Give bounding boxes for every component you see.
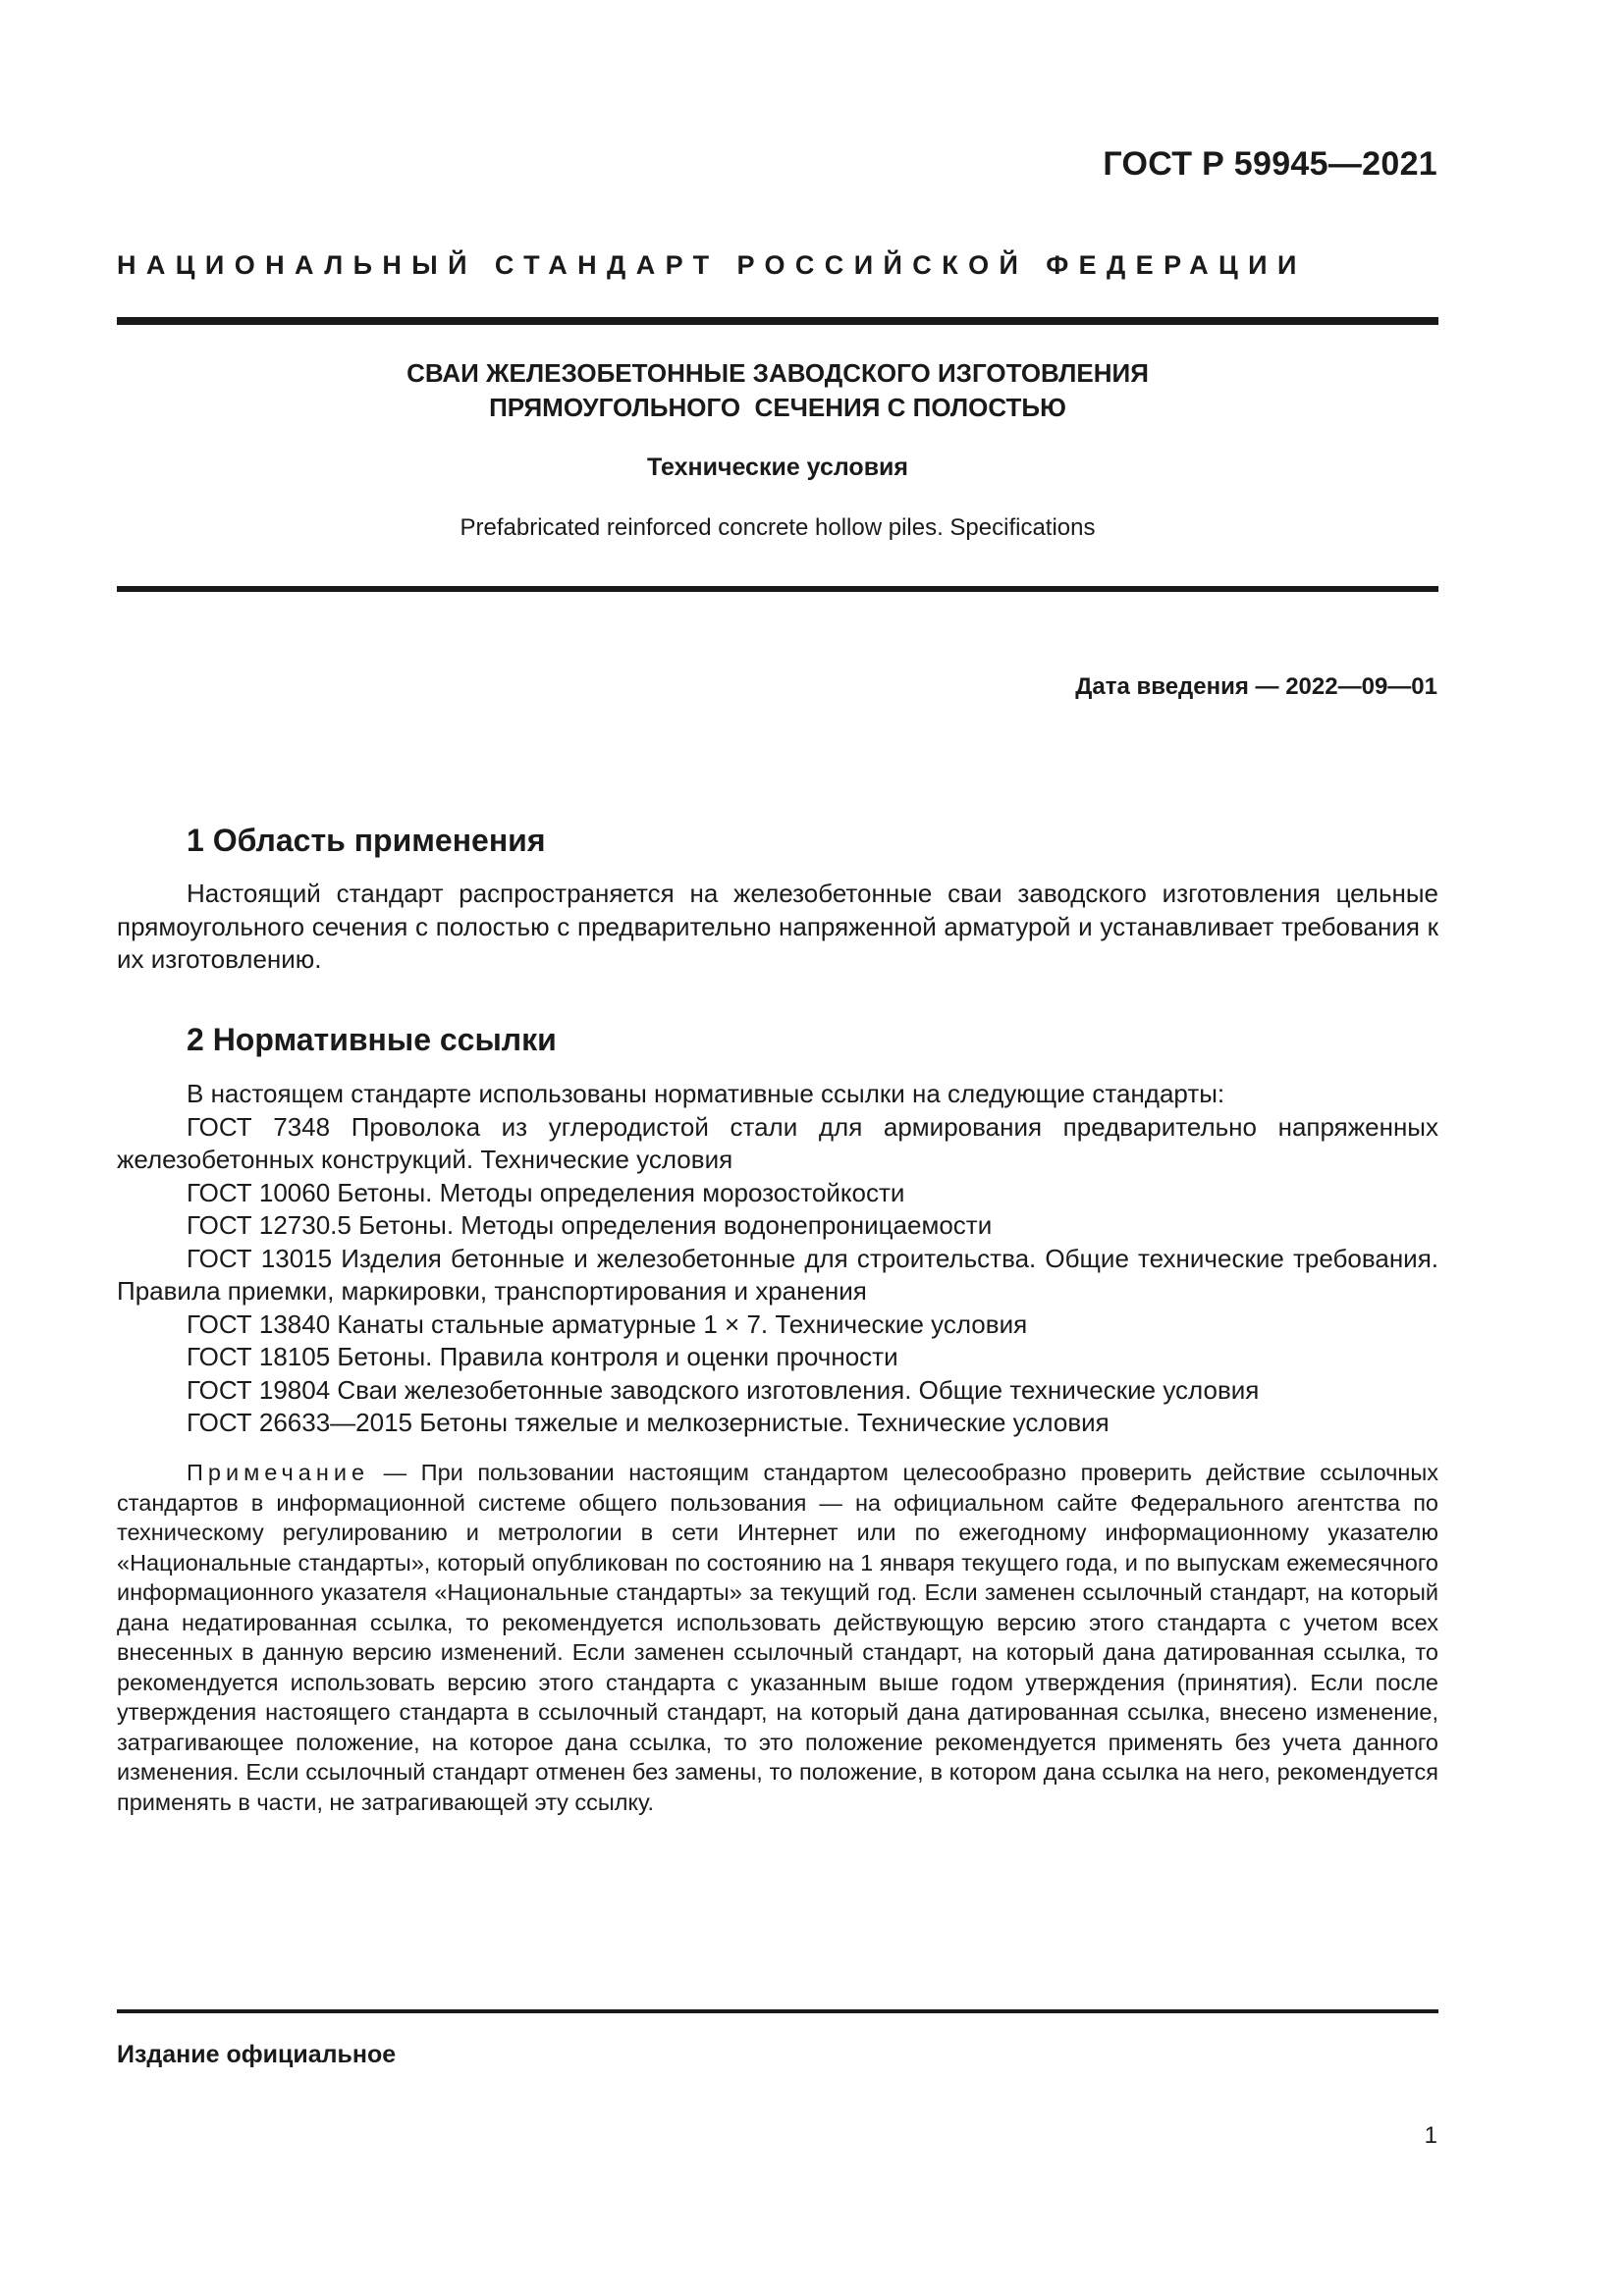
reference-item: ГОСТ 13840 Канаты стальные арматурные 1 × 7. Технические условия (187, 1308, 1028, 1339)
reference-item: ГОСТ 26633—2015 Бетоны тяжелые и мелкозернистые. Технические условия (187, 1408, 1110, 1437)
reference-item: ГОСТ 13015 Изделия бетонные и железобетонные для строительства. Общие технические требования. Правила приемки, маркировки, транспортирования и хранения (117, 1243, 1438, 1306)
reference-item: ГОСТ 10060 Бетоны. Методы определения морозостойкости (187, 1177, 905, 1207)
document-title (117, 356, 1438, 425)
title-divider (117, 586, 1438, 592)
title-line-2: ПРЯМОУГОЛЬНОГО СЕЧЕНИЯ С ПОЛОСТЬЮ (489, 393, 1066, 422)
section-1-heading: 1 Область применения (187, 823, 546, 858)
note-paragraph (117, 1458, 1438, 1817)
section-1-text: Настоящий стандарт распространяется на железобетонные сваи заводского изготовления цельные прямоугольного сечения с полостью с предварительно напряженной арматурой и устанавливает требования к их изготовлению. (117, 879, 1438, 974)
official-edition-label: Издание официальное (117, 2041, 397, 2068)
top-divider (117, 317, 1438, 325)
reference-item: ГОСТ 18105 Бетоны. Правила контроля и оценки прочности (187, 1342, 898, 1371)
page-number: 1 (1424, 2122, 1437, 2149)
reference-item: ГОСТ 19804 Сваи железобетонные заводского изготовления. Общие технические условия (187, 1374, 1260, 1405)
document-subtitle: Технические условия (646, 454, 909, 481)
note-label: Примечание (187, 1460, 370, 1485)
section-2-heading: 2 Нормативные ссылки (187, 1022, 557, 1057)
title-line-1: СВАИ ЖЕЛЕЗОБЕТОННЫЕ ЗАВОДСКОГО ИЗГОТОВЛЕНИЯ (406, 358, 1149, 388)
introduction-date: Дата введения — 2022—09—01 (1075, 673, 1437, 700)
normative-references (117, 1078, 1438, 1440)
document-number: ГОСТ Р 59945—2021 (1103, 145, 1437, 183)
footer-divider (117, 2009, 1438, 2013)
references-intro: В настоящем стандарте использованы нормативные ссылки на следующие стандарты: (187, 1079, 1225, 1108)
national-standard-banner: НАЦИОНАЛЬНЫЙ СТАНДАРТ РОССИЙСКОЙ ФЕДЕРАЦИИ (117, 250, 1307, 280)
english-title: Prefabricated reinforced concrete hollow piles. Specifications (460, 514, 1096, 541)
reference-item: ГОСТ 12730.5 Бетоны. Методы определения водонепроницаемости (187, 1210, 993, 1240)
note-text: — При пользовании настоящим стандартом целесообразно проверить действие ссылочных стандартов в информационной системе общего пользования — на официальном сайте Федерального агентства по техническому регулированию и метрологии в сети Интернет или по ежегодному информационному указателю «Национальные стандарты», который опубликован по состоянию на 1 января текущего года, и по выпускам ежемесячного информационного указателя «Национальные стандарты» за текущий год. Если заменен ссылочный стандарт, на который дана недатированная ссылка, то рекомендуется использовать действующую версию этого стандарта с учетом всех внесенных в данную версию изменений. Если заменен ссылочный стандарт, на который дана датированная ссылка, то рекомендуется использовать версию этого стандарта с указанным выше годом утверждения (принятия). Если после утверждения настоящего стандарта в ссылочный стандарт, на который дана датированная ссылка, внесено изменение, затрагивающее положение, на которое дана ссылка, то это положение рекомендуется применять без учета данного изменения. Если ссылочный стандарт отменен без замены, то положение, в котором дана ссылка на него, рекомендуется применять в части, не затрагивающей эту ссылку. (117, 1460, 1438, 1815)
reference-item: ГОСТ 7348 Проволока из углеродистой стали для армирования предварительно напряженных железобетонных конструкций. Технические условия (117, 1111, 1438, 1174)
